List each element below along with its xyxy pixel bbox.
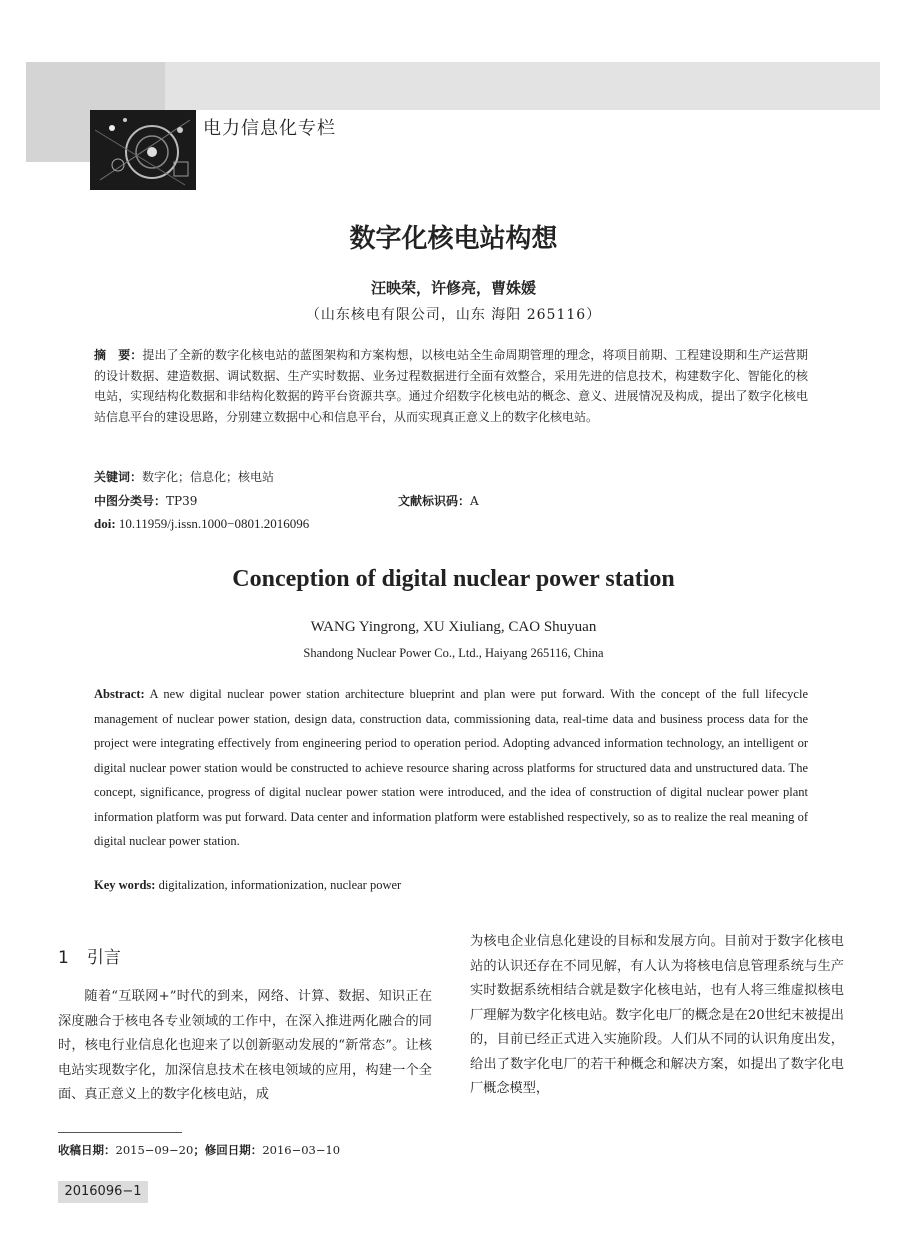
clc-label: 中图分类号： bbox=[94, 494, 167, 508]
column-name: 电力信息化专栏 bbox=[203, 118, 336, 139]
body-text-right-column: 为核电企业信息化建设的目标和发展方向。目前对于数字化核电站的认识还存在不同见解，有人认为将核电信息管理系统与生产实时数据系统相结合就是数字化核电站，也有人将三维虚拟核电厂理解为数字化核电站。数字化电厂的概念是在20世纪末被提出的，目前已经正式进入实施阶段。人们从不同的认识角度出发，给出了数字化电厂的若干种概念和解决方案，如提出了数字化电厂概念模型， bbox=[470, 934, 844, 1096]
header-band bbox=[165, 62, 880, 110]
english-keywords-label: Key words: bbox=[94, 878, 156, 892]
chinese-abstract-label: 摘 要： bbox=[94, 348, 143, 362]
column-logo-image bbox=[90, 110, 196, 190]
revised-date: 2016−03−10 bbox=[262, 1143, 341, 1157]
section-number: 1 bbox=[58, 948, 69, 968]
chinese-keywords bbox=[94, 468, 274, 485]
doi-label: doi: bbox=[94, 516, 116, 531]
footnote-dates bbox=[58, 1142, 340, 1158]
chinese-abstract bbox=[94, 345, 808, 427]
revised-label: ；修回日期： bbox=[193, 1143, 263, 1157]
chinese-affiliation: （山东核电有限公司，山东 海阳 265116） bbox=[305, 307, 602, 323]
clc-value: TP39 bbox=[166, 494, 198, 508]
document-code-label: 文献标识码： bbox=[398, 494, 471, 508]
section-heading bbox=[58, 943, 121, 968]
english-abstract-label: Abstract: bbox=[94, 687, 145, 701]
chinese-authors: 汪映荣，许修亮，曹姝媛 bbox=[370, 279, 536, 297]
document-code-value: A bbox=[470, 494, 479, 508]
chinese-title: 数字化核电站构想 bbox=[349, 224, 558, 254]
chinese-keywords-label: 关键词： bbox=[94, 470, 143, 484]
english-keywords bbox=[94, 878, 401, 893]
clc-number bbox=[94, 492, 197, 509]
doi bbox=[94, 516, 309, 532]
chinese-abstract-text: 提出了全新的数字化核电站的蓝图架构和方案构想，以核电站全生命周期管理的理念，将项目前期、工程建设期和生产运营期的设计数据、建造数据、调试数据、生产实时数据、业务过程数据进行全面有效整合，采用先进的信息技术，构建数字化、智能化的核电站，实现结构化数据和非结构化数据的跨平台资源共享。通过介绍数字化核电站的概念、意义、进展情况及构成，提出了数字化核电站信息平台的建设思路，分别建立数据中心和信息平台，从而实现真正意义上的数字化核电站。 bbox=[94, 348, 808, 424]
received-label: 收稿日期： bbox=[58, 1143, 116, 1157]
english-abstract-text: A new digital nuclear power station architecture blueprint and plan were put forward. With the concept of the full lifecycle management of nuclear power station, design data, construction data, commissioning data, real-time data and business process data for the project were integrating effectively from engineering period to operation period. Adopting advanced information technology, an intelligent or digital nuclear power station would be constructed to achieve resource sharing across platforms for structured data and unstructured data. The concept, significance, progress of digital nuclear power station were introduced, and the idea of construction of digital nuclear power plant information platform was put forward. Data center and information platform were established respectively, so as to realize the real meaning of digital nuclear power station. bbox=[94, 687, 808, 848]
english-authors: WANG Yingrong, XU Xiuliang, CAO Shuyuan bbox=[310, 619, 597, 635]
section-title: 引言 bbox=[86, 948, 121, 968]
english-title: Conception of digital nuclear power station bbox=[232, 566, 675, 592]
english-keywords-text: digitalization, informationization, nuclear power bbox=[158, 878, 402, 892]
received-date: 2015−09−20 bbox=[115, 1143, 194, 1157]
document-code bbox=[398, 492, 479, 509]
chinese-keywords-text: 数字化；信息化；核电站 bbox=[142, 470, 275, 484]
footnote-divider bbox=[58, 1132, 182, 1133]
english-affiliation: Shandong Nuclear Power Co., Ltd., Haiyang 265116, China bbox=[303, 646, 604, 660]
doi-value: 10.11959/j.issn.1000−0801.2016096 bbox=[118, 516, 310, 531]
body-text-left-column: 随着“互联网+”时代的到来，网络、计算、数据、知识正在深度融合于核电各专业领域的工作中，在深入推进两化融合的同时，核电行业信息化也迎来了以创新驱动发展的“新常态”。让核电站实现数字化，加深信息技术在核电领域的应用，构建一个全面、真正意义上的数字化核电站，成 bbox=[58, 989, 432, 1102]
english-abstract bbox=[94, 682, 808, 854]
page-number: 2016096−1 bbox=[58, 1181, 148, 1203]
